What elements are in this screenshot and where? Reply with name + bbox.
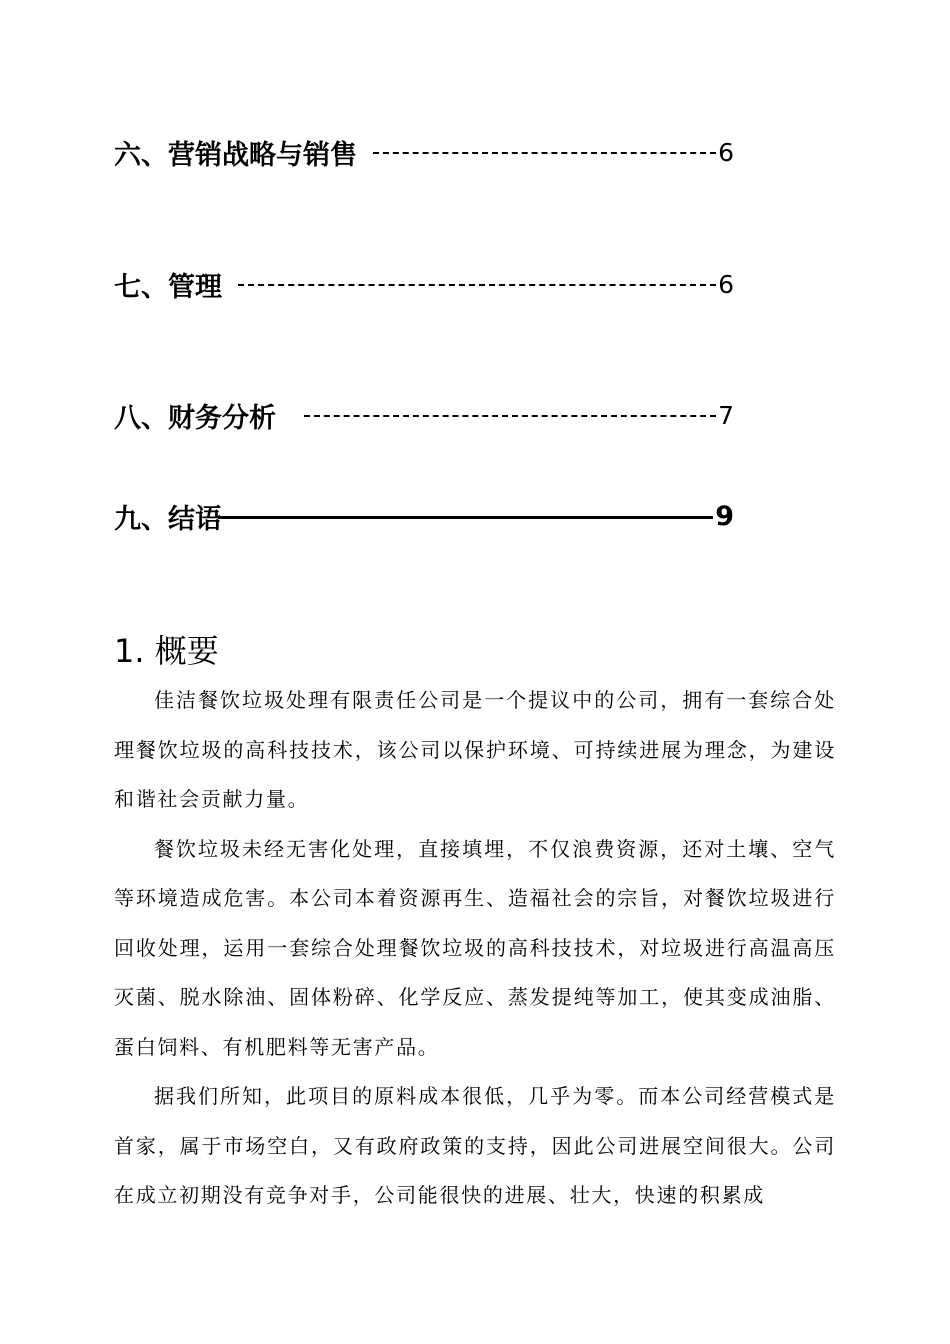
toc-leader-line	[238, 284, 716, 286]
toc-entry-marketing	[114, 130, 734, 174]
toc-entry-label: 六、营销战略与销售	[114, 139, 357, 171]
toc-entry-conclusion	[114, 494, 734, 538]
toc-entry-management	[114, 262, 734, 306]
toc-page-number: 9	[715, 500, 734, 532]
toc-entry-label: 八、财务分析	[114, 402, 276, 434]
toc-page-number: 7	[718, 400, 734, 430]
toc-page-number: 6	[718, 269, 734, 299]
body-text	[114, 676, 836, 1221]
toc-page-number: 6	[718, 137, 734, 167]
paragraph: 据我们所知，此项目的原料成本很低，几乎为零。而本公司经营模式是首家，属于市场空白，又有政府政策的支持，因此公司进展空间很大。公司在成立初期没有竞争对手，公司能很快的进展、壮大，快速的积累成	[114, 1084, 836, 1207]
toc-entry-finance	[114, 393, 734, 437]
toc-entry-label: 七、管理	[114, 271, 222, 303]
toc-entry-label: 九、结语	[114, 503, 222, 535]
paragraph: 佳洁餐饮垃圾处理有限责任公司是一个提议中的公司，拥有一套综合处理餐饮垃圾的高科技技术，该公司以保护环境、可持续进展为理念，为建设和谐社会贡献力量。	[114, 688, 836, 811]
toc-leader-line	[304, 415, 716, 417]
section-heading: 1. 概要	[114, 632, 219, 670]
paragraph: 餐饮垃圾未经无害化处理，直接填埋，不仅浪费资源，还对土壤、空气等环境造成危害。本公司本着资源再生、造福社会的宗旨，对餐饮垃圾进行回收处理，运用一套综合处理餐饮垃圾的高科技技术，对垃圾进行高温高压灭菌、脱水除油、固体粉碎、化学反应、蒸发提纯等加工，使其变成油脂、蛋白饲料、有机肥料等无害产品。	[114, 836, 836, 1059]
toc-leader-line	[218, 516, 713, 519]
toc-leader-line	[373, 152, 716, 154]
